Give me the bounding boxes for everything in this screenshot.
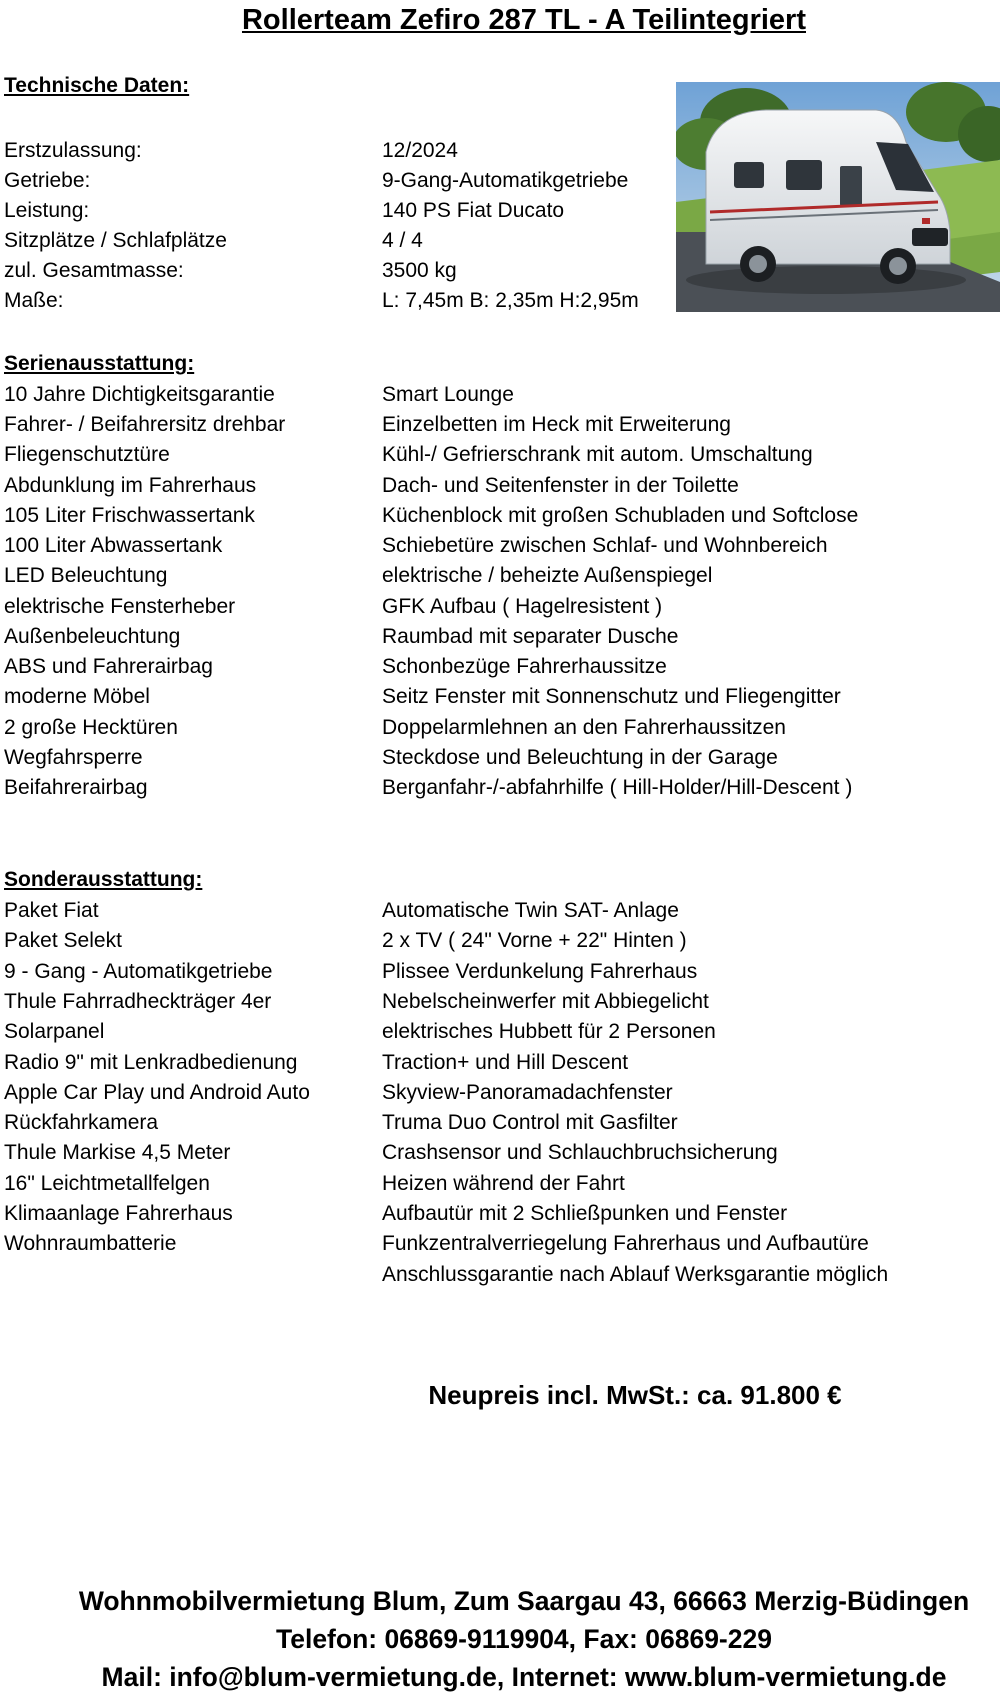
equipment-item: Paket Fiat xyxy=(4,899,99,922)
equipment-row xyxy=(0,957,1000,987)
equipment-item: Thule Fahrradheckträger 4er xyxy=(4,990,272,1013)
equipment-item: GFK Aufbau ( Hagelresistent ) xyxy=(382,595,663,618)
equipment-row xyxy=(0,1199,1000,1229)
equipment-row xyxy=(0,1260,1000,1290)
spec-label: Erstzulassung: xyxy=(4,139,142,162)
equipment-row xyxy=(0,410,1000,440)
equipment-row xyxy=(0,682,1000,712)
equipment-item: Aufbautür mit 2 Schließpunken und Fenster xyxy=(382,1202,788,1225)
equipment-item: Solarpanel xyxy=(4,1020,105,1043)
equipment-row xyxy=(0,713,1000,743)
equipment-row xyxy=(0,1229,1000,1259)
equipment-item: Schiebetüre zwischen Schlaf- und Wohnbereich xyxy=(382,534,828,557)
spec-label: Sitzplätze / Schlafplätze xyxy=(4,229,227,252)
equipment-item: elektrische Fensterheber xyxy=(4,595,236,618)
equipment-row xyxy=(0,440,1000,470)
spec-value: L: 7,45m B: 2,35m H:2,95m xyxy=(382,289,639,312)
equipment-item: Nebelscheinwerfer mit Abbiegelicht xyxy=(382,990,709,1013)
equipment-item: Seitz Fenster mit Sonnenschutz und Fliegengitter xyxy=(382,685,841,708)
equipment-row xyxy=(0,652,1000,682)
equipment-row xyxy=(0,743,1000,773)
equipment-row xyxy=(0,622,1000,652)
equipment-item: 2 x TV ( 24" Vorne + 22" Hinten ) xyxy=(382,929,687,952)
special-heading: Sonderausstattung: xyxy=(4,868,203,891)
equipment-item: Heizen während der Fahrt xyxy=(382,1172,625,1195)
footer-contact: Mail: info@blum-vermietung.de, Internet: www.blum-vermietung.de xyxy=(101,1662,947,1692)
equipment-row xyxy=(0,896,1000,926)
equipment-item: Wohnraumbatterie xyxy=(4,1232,177,1255)
equipment-item: Traction+ und Hill Descent xyxy=(382,1051,629,1074)
equipment-row xyxy=(0,1169,1000,1199)
equipment-row xyxy=(0,773,1000,803)
motorhome-photo xyxy=(676,82,1000,312)
equipment-row xyxy=(0,380,1000,410)
equipment-item: moderne Möbel xyxy=(4,685,150,708)
equipment-row xyxy=(0,471,1000,501)
equipment-item: Anschlussgarantie nach Ablauf Werksgarantie möglich xyxy=(382,1263,889,1286)
equipment-item: 2 große Hecktüren xyxy=(4,716,178,739)
spec-label: Leistung: xyxy=(4,199,90,222)
equipment-item: Funkzentralverriegelung Fahrerhaus und Aufbautüre xyxy=(382,1232,869,1255)
equipment-item: Radio 9" mit Lenkradbedienung xyxy=(4,1051,298,1074)
equipment-row xyxy=(0,501,1000,531)
equipment-item: elektrische / beheizte Außenspiegel xyxy=(382,564,713,587)
equipment-item: 16" Leichtmetallfelgen xyxy=(4,1172,210,1195)
equipment-item: Thule Markise 4,5 Meter xyxy=(4,1141,231,1164)
equipment-item: Plissee Verdunkelung Fahrerhaus xyxy=(382,960,698,983)
equipment-item: Fahrer- / Beifahrersitz drehbar xyxy=(4,413,286,436)
equipment-item: Berganfahr-/-abfahrhilfe ( Hill-Holder/Hill-Descent ) xyxy=(382,776,853,799)
equipment-item: Crashsensor und Schlauchbruchsicherung xyxy=(382,1141,778,1164)
serial-heading: Serienausstattung: xyxy=(4,352,195,375)
equipment-item: Paket Selekt xyxy=(4,929,122,952)
equipment-row xyxy=(0,1138,1000,1168)
equipment-item: Dach- und Seitenfenster in der Toilette xyxy=(382,474,739,497)
equipment-item: Raumbad mit separater Dusche xyxy=(382,625,679,648)
spec-value: 12/2024 xyxy=(382,139,458,162)
spec-value: 9-Gang-Automatikgetriebe xyxy=(382,169,629,192)
equipment-item: Wegfahrsperre xyxy=(4,746,143,769)
equipment-row xyxy=(0,592,1000,622)
equipment-item: ABS und Fahrerairbag xyxy=(4,655,213,678)
equipment-item: Fliegenschutztüre xyxy=(4,443,170,466)
equipment-item: Smart Lounge xyxy=(382,383,514,406)
spec-value: 4 / 4 xyxy=(382,229,423,252)
footer-address: Wohnmobilvermietung Blum, Zum Saargau 43, 66663 Merzig-Büdingen xyxy=(78,1586,970,1616)
equipment-item: Rückfahrkamera xyxy=(4,1111,159,1134)
motorhome-illustration xyxy=(676,82,1000,312)
equipment-row xyxy=(0,561,1000,591)
equipment-item: 105 Liter Frischwassertank xyxy=(4,504,255,527)
equipment-item: Klimaanlage Fahrerhaus xyxy=(4,1202,233,1225)
footer-phone: Telefon: 06869-9119904, Fax: 06869-229 xyxy=(276,1624,772,1654)
spec-label: Getriebe: xyxy=(4,169,91,192)
page-title: Rollerteam Zefiro 287 TL - A Teilintegriert xyxy=(241,4,806,36)
equipment-item: Steckdose und Beleuchtung in der Garage xyxy=(382,746,778,769)
equipment-row xyxy=(0,987,1000,1017)
equipment-item: LED Beleuchtung xyxy=(4,564,168,587)
spec-label: Maße: xyxy=(4,289,64,312)
equipment-item: Kühl-/ Gefrierschrank mit autom. Umschaltung xyxy=(382,443,813,466)
equipment-item: Beifahrerairbag xyxy=(4,776,148,799)
equipment-item: Skyview-Panoramadachfenster xyxy=(382,1081,673,1104)
equipment-item: 10 Jahre Dichtigkeitsgarantie xyxy=(4,383,275,406)
equipment-item: Einzelbetten im Heck mit Erweiterung xyxy=(382,413,731,436)
equipment-item: Doppelarmlehnen an den Fahrerhaussitzen xyxy=(382,716,786,739)
spec-value: 140 PS Fiat Ducato xyxy=(382,199,565,222)
spec-label: zul. Gesamtmasse: xyxy=(4,259,184,282)
equipment-row xyxy=(0,1108,1000,1138)
equipment-row xyxy=(0,531,1000,561)
equipment-row xyxy=(0,926,1000,956)
equipment-item: 100 Liter Abwassertank xyxy=(4,534,223,557)
equipment-row xyxy=(0,1048,1000,1078)
equipment-item: elektrisches Hubbett für 2 Personen xyxy=(382,1020,716,1043)
equipment-item: Schonbezüge Fahrerhaussitze xyxy=(382,655,667,678)
technical-heading: Technische Daten: xyxy=(4,74,190,97)
equipment-item: Apple Car Play und Android Auto xyxy=(4,1081,310,1104)
equipment-item: Außenbeleuchtung xyxy=(4,625,181,648)
spec-value: 3500 kg xyxy=(382,259,457,282)
equipment-row xyxy=(0,1017,1000,1047)
equipment-item: Abdunklung im Fahrerhaus xyxy=(4,474,257,497)
equipment-item: Küchenblock mit großen Schubladen und Softclose xyxy=(382,504,859,527)
equipment-item: Automatische Twin SAT- Anlage xyxy=(382,899,679,922)
new-price: Neupreis incl. MwSt.: ca. 91.800 € xyxy=(428,1380,842,1410)
equipment-item: Truma Duo Control mit Gasfilter xyxy=(382,1111,678,1134)
equipment-item: 9 - Gang - Automatikgetriebe xyxy=(4,960,273,983)
equipment-row xyxy=(0,1078,1000,1108)
